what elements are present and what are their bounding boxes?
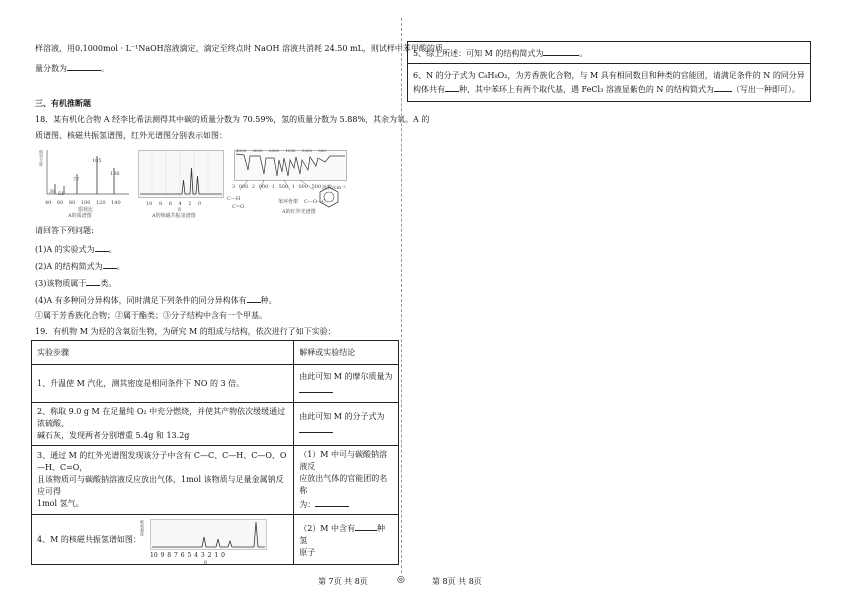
answer-blank xyxy=(355,521,377,531)
row3-conclusion xyxy=(294,446,399,515)
nmr-xlabel: δ xyxy=(178,207,182,213)
answer-blank xyxy=(299,383,333,393)
answer-blank xyxy=(445,82,459,92)
q18-line-2: 质谱图、核磁共振氢谱图，红外光谱图分别表示如图： xyxy=(35,131,227,140)
row2-conclusion xyxy=(294,403,399,446)
m-nmr-x-ticks: 10 9 8 7 6 5 4 3 2 1 0 xyxy=(150,552,225,559)
benzene-ring-icon xyxy=(316,184,342,210)
row1-conclusion xyxy=(294,365,399,403)
ms-peak-label: 77 xyxy=(73,177,80,183)
q6-line-2-mid: 种，其中苯环上有两个取代基，遇 FeCl₃ 溶液显紫色的 N 的结构简式为 xyxy=(459,84,714,94)
row3-step-line-3: 1mol 氢气。 xyxy=(37,499,84,508)
q6-cell xyxy=(408,64,811,102)
q18-part-4-prefix: (4)A 有多种同分异构体，同时满足下列条件的同分异构体有 xyxy=(35,296,247,305)
q18-part-3-suffix: 类。 xyxy=(100,279,117,288)
intro-line-2-prefix: 量分数为 xyxy=(35,64,67,73)
ir-x-ticks: 3 000 2 000 1 500 1 000 500 xyxy=(232,184,322,190)
answer-blank xyxy=(714,82,732,92)
row1-conclusion-text: 由此可知 M 的摩尔质量为 xyxy=(299,371,393,381)
row3-conclusion-line-1: （1）M 中可与碳酸钠溶液反 xyxy=(299,450,388,471)
intro-line-2 xyxy=(35,61,109,75)
table-row xyxy=(32,365,399,403)
answer-blank xyxy=(299,423,333,433)
answer-blank xyxy=(103,259,117,269)
header-step: 实验步骤 xyxy=(32,341,294,365)
center-binding-mark: ◎ xyxy=(397,575,405,585)
q18-conditions: ①属于芳香族化合物；②属于酯类；③分子结构中含有一个甲基。 xyxy=(35,311,267,320)
table-row xyxy=(32,403,399,446)
row1-step: 1、升温使 M 汽化，测其密度是相同条件下 NO 的 3 倍。 xyxy=(32,365,294,403)
q19-intro: 19．有机物 M 为烃的含氧衍生物，为研究 M 的组成与结构，依次进行了如下实验： xyxy=(35,327,336,336)
ir-label-ch: C—H xyxy=(227,196,241,202)
row4-conclusion-line-2: 原子 xyxy=(299,547,316,557)
nmr-spectrum-chart xyxy=(138,150,224,198)
row2-step-line-2: 碱石灰，发现两者分别增重 5.4g 和 13.2g xyxy=(37,431,190,440)
intro-line-2-suffix: 。 xyxy=(101,64,109,73)
table-row xyxy=(408,64,811,102)
ir-label-co: C=O xyxy=(232,204,245,210)
ir-unit: 波数/cm⁻¹ xyxy=(322,185,346,191)
table-row xyxy=(32,515,399,565)
ir-top-ticks: 4000 3000 2000 1500 1000 500 xyxy=(236,148,326,153)
nmr-x-ticks: 10 8 6 4 2 0 xyxy=(146,201,202,207)
row3-step-line-2: 且该物质可与碳酸钠溶液反应放出气体，1mol 该物质与足量金属钠反应可得 xyxy=(37,475,284,496)
ir-label-benzene: 苯环骨架 xyxy=(278,199,299,205)
answer-blank xyxy=(67,61,101,71)
answer-blank xyxy=(543,46,579,56)
answer-blank xyxy=(86,276,100,286)
row3-conclusion-line-3: 为： xyxy=(299,500,316,509)
header-conclusion: 解释或实验结论 xyxy=(294,341,399,365)
q18-part-3 xyxy=(35,276,116,290)
experiment-table xyxy=(31,340,399,565)
ms-peak-label: 39 xyxy=(49,189,56,195)
q6-line-2-prefix: 构体共有 xyxy=(413,84,445,94)
m-nmr-chart xyxy=(150,519,268,551)
row4-conclusion-suffix: 种氢 xyxy=(299,523,386,545)
ms-caption: A的质谱图 xyxy=(68,213,92,219)
m-nmr-xlabel: δ xyxy=(204,560,208,566)
ir-label-coc: C—O—C xyxy=(304,199,326,205)
row2-conclusion-text: 由此可知 M 的分子式为 xyxy=(299,412,385,421)
ms-ylabel: 相对丰度 xyxy=(39,150,44,166)
q18-part-1: (1)A 的实验式为 。 xyxy=(35,242,117,256)
row3-step-line-1: 3、通过 M 的红外光谱图发现该分子中含有 C—C、C—H、C—O、O—H、C=O， xyxy=(37,451,287,472)
q18-part-4-suffix: 种。 xyxy=(260,296,277,305)
row3-step xyxy=(32,446,294,515)
table-header-row xyxy=(32,341,399,365)
q18-line-1: 18．某有机化合物 A 经李比希法测得其中碳的质量分数为 70.59%，氢的质量分数为 5.88%，其余为氧。A 的 xyxy=(35,115,430,124)
intro-line-1: 样溶液，用0.1000mol · L⁻¹NaOH溶液滴定，滴定至终点时 NaOH 溶液共消耗 24.50 mL，则试样中苯甲酸的质 xyxy=(35,44,443,53)
ms-xlabel: 质荷比 xyxy=(78,207,94,213)
ir-caption: A的红外光谱图 xyxy=(282,209,316,215)
row4-step xyxy=(32,515,294,565)
q18-part-3-prefix: (3)该物质属于 xyxy=(35,279,87,288)
answer-blank xyxy=(95,242,109,252)
row4-step-text: 4、M 的核磁共振氢谱如图： xyxy=(37,535,141,544)
q18-part-1-label: (1)A 的实验式为 xyxy=(35,245,95,254)
table-row xyxy=(408,42,811,64)
q18-part-4 xyxy=(35,293,277,307)
q6-line-1: 6、N 的分子式为 C₈H₈O₂，为芳香族化合物，与 M 具有相同数目和种类的官能团，请满足条件的 N 的同分异 xyxy=(413,70,805,80)
q5-suffix: 。 xyxy=(579,48,588,58)
right-page-footer: 第 8页 共 8页 xyxy=(432,577,482,586)
ms-x-ticks: 40 60 80 100 120 140 xyxy=(45,200,121,206)
ms-peak-label: 136 xyxy=(110,171,120,177)
row2-step xyxy=(32,403,294,446)
section-title: 三、有机推断题 xyxy=(35,99,91,108)
m-nmr-figure xyxy=(140,519,280,566)
row2-step-line-1: 2、称取 9.0 g M 在足量纯 O₂ 中充分燃烧，并使其产物依次缓缓通过浓硫酸、 xyxy=(37,407,286,428)
answer-blank xyxy=(315,497,349,507)
ms-peak-label: 105 xyxy=(92,158,102,164)
q6-line-2 xyxy=(413,82,805,96)
answer-blank xyxy=(247,293,261,303)
row4-conclusion-prefix: （2）M 中含有 xyxy=(299,523,356,533)
q5-cell xyxy=(408,42,811,64)
ms-peak-label: 51 xyxy=(58,191,65,197)
continuation-table xyxy=(407,41,811,102)
prompt-text: 请回答下列问题: xyxy=(35,226,94,235)
row4-conclusion xyxy=(294,515,399,565)
m-nmr-ylabel: 吸收强度 xyxy=(140,520,145,536)
q6-line-2-suffix: （写出一种即可）。 xyxy=(731,84,800,94)
q18-part-2-label: (2)A 的结构简式为 xyxy=(35,262,103,271)
q18-part-2: (2)A 的结构简式为 。 xyxy=(35,259,125,273)
row3-conclusion-line-2: 应放出气体的官能团的名称 xyxy=(299,474,388,495)
q5-prefix: 5、综上所述：可知 M 的结构简式为 xyxy=(413,48,544,58)
nmr-caption: A的核磁共振氢谱图 xyxy=(152,213,196,219)
page-divider xyxy=(401,18,402,573)
table-row xyxy=(32,446,399,515)
left-page-footer: 第 7页 共 8页 xyxy=(318,577,368,586)
